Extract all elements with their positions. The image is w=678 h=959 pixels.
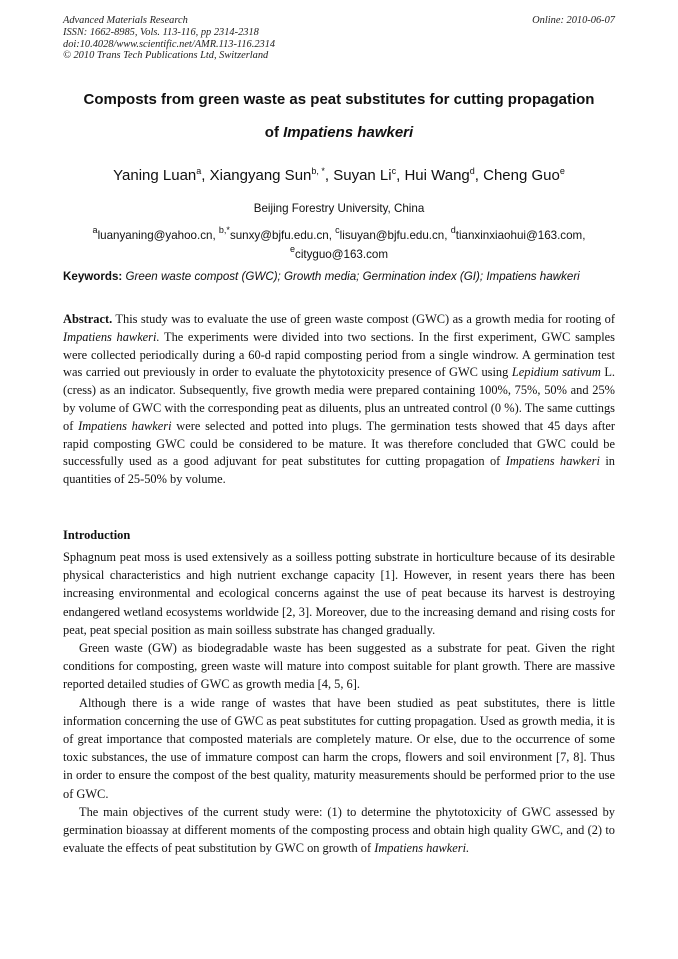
abstract-label: Abstract. bbox=[63, 312, 113, 326]
email-sup: b,* bbox=[218, 225, 230, 235]
paragraph-species: Impatiens hawkeri. bbox=[374, 841, 470, 856]
author-sup: e bbox=[559, 166, 565, 176]
author-name: Yaning Luan bbox=[113, 167, 197, 184]
author-sep: , bbox=[201, 167, 210, 184]
email-sup: c bbox=[335, 225, 340, 235]
paragraph-text: The main objectives of the current study were: (1) to determine the phytotoxicity of GWC assessed by germination bioassay at different moments of the composting process and obtain high quality GWC, and (2) to evaluate the effects of peat substitution by GWC on growth of bbox=[63, 804, 615, 856]
abstract-text: in quantities of 25-50% by volume. bbox=[63, 454, 615, 487]
email-sup: d bbox=[450, 225, 456, 235]
copyright-line: © 2010 Trans Tech Publications Ltd, Switzerland bbox=[63, 50, 269, 62]
email-a: luanyaning@yahoo.cn, bbox=[97, 229, 219, 242]
journal-name: Advanced Materials Research bbox=[63, 15, 188, 26]
author-name: Cheng Guo bbox=[483, 167, 560, 184]
keywords-text: Green waste compost (GWC); Growth media; Germination index (GI); Impatiens hawkeri bbox=[125, 270, 580, 283]
email-e: cityguo@163.com bbox=[295, 248, 388, 261]
introduction-body bbox=[63, 548, 615, 857]
title-species: Impatiens hawkeri bbox=[283, 124, 414, 141]
abstract-text: This study was to evaluate the use of green waste compost (GWC) as a growth media for rooting of bbox=[112, 312, 615, 326]
author-name: Hui Wang bbox=[404, 167, 470, 184]
keywords bbox=[63, 268, 615, 286]
paragraph: Sphagnum peat moss is used extensively as a soilless potting substrate in horticulture because of its desirable physical characteristics and high nutrient exchange capacity [1]. However, in resent years there has been increasing environmental and ecological concerns against the use of peat because its harvest is destroying endangered wetland ecosystems worldwide [2, 3]. Moreover, due to the increasing demand and rising costs for peat, peat special position as main soilless substrate has changed gradually. bbox=[63, 550, 615, 637]
journal-header bbox=[63, 15, 615, 62]
abstract-text: The experiments were divided into two sections. In the first experiment, GWC samples were collected periodically during a 60-d rapid composting period from a single windrow. A germination test was carried out previously in order to evaluate the phytotoxicity presence of GWC using bbox=[63, 329, 616, 380]
abstract-text: L. (cress) as an indicator. Subsequently, five growth media were prepared containing 100%, 75%, 50% and 25% by volume of GWC with the corresponding peat as diluents, plus an untreated control (0 %). The same cuttings of bbox=[63, 365, 616, 433]
abstract bbox=[63, 311, 615, 489]
paper-title-line-1: Composts from green waste as peat substitutes for cutting propagation bbox=[83, 91, 595, 108]
abstract-species: Impatiens hawkeri bbox=[78, 418, 172, 433]
abstract-species: Lepidium sativum bbox=[511, 365, 601, 380]
issn-line: ISSN: 1662-8985, Vols. 113-116, pp 2314-2318 bbox=[63, 26, 259, 38]
author-sep: , bbox=[396, 167, 405, 184]
author-emails bbox=[20, 226, 658, 264]
paragraph: Although there is a wide range of wastes that have been studied as peat substitutes, there is little information concerning the use of GWC as peat substitutes for cutting propagation. Used as growth media, it is of great importance that composted materials are completely mature. Or else, due to the occurrence of some toxic substances, the use of immature compost can harm the crops, flowers and soil environment [7, 8]. Thus in order to ensure the compost of the best quality, maturity measurements should be performed prior to the use of GWC. bbox=[63, 695, 615, 801]
author-sup: b, * bbox=[311, 166, 325, 176]
email-sup: a bbox=[92, 225, 98, 235]
abstract-species: Impatiens hawkeri bbox=[505, 454, 600, 469]
online-date: Online: 2010-06-07 bbox=[532, 15, 615, 26]
paragraph bbox=[63, 803, 615, 858]
author-sup: a bbox=[196, 166, 202, 176]
email-sup: e bbox=[290, 244, 296, 254]
author-sup: d bbox=[469, 166, 475, 176]
author-sup: c bbox=[391, 166, 397, 176]
author-name: Suyan Li bbox=[333, 167, 392, 184]
author-sep: , bbox=[474, 167, 484, 184]
abstract-species: Impatiens hawkeri. bbox=[63, 329, 160, 344]
affiliation: Beijing Forestry University, China bbox=[253, 202, 425, 215]
doi-line: doi:10.4028/www.scientific.net/AMR.113-116.2314 bbox=[63, 38, 276, 50]
email-b: sunxy@bjfu.edu.cn, bbox=[229, 229, 336, 242]
keywords-label: Keywords: bbox=[63, 270, 123, 283]
abstract-text: were selected and potted into plugs. The germination tests showed that 45 days after rapid composting GWC could be considered to be mature. It was therefore concluded that GWC could be successfully used as a good adjuvant for peat substitutes for cutting propagation of bbox=[63, 418, 615, 469]
author-list bbox=[20, 166, 658, 186]
author-name: Xiangyang Sun bbox=[209, 167, 312, 184]
paper-title-line-2 bbox=[30, 124, 648, 142]
email-c: lisuyan@bjfu.edu.cn, bbox=[339, 229, 451, 242]
email-d: tianxinxiaohui@163.com, bbox=[455, 229, 586, 242]
introduction-heading: Introduction bbox=[63, 528, 131, 542]
paragraph: Green waste (GW) as biodegradable waste has been suggested as a substrate for peat. Given the right conditions for composting, green waste will mature into compost suitable for plant growth. There are massive reported detailed studies of GWC as growth media [4, 5, 6]. bbox=[63, 641, 615, 692]
author-sep: , bbox=[324, 167, 334, 184]
title-prefix: of bbox=[264, 124, 284, 141]
